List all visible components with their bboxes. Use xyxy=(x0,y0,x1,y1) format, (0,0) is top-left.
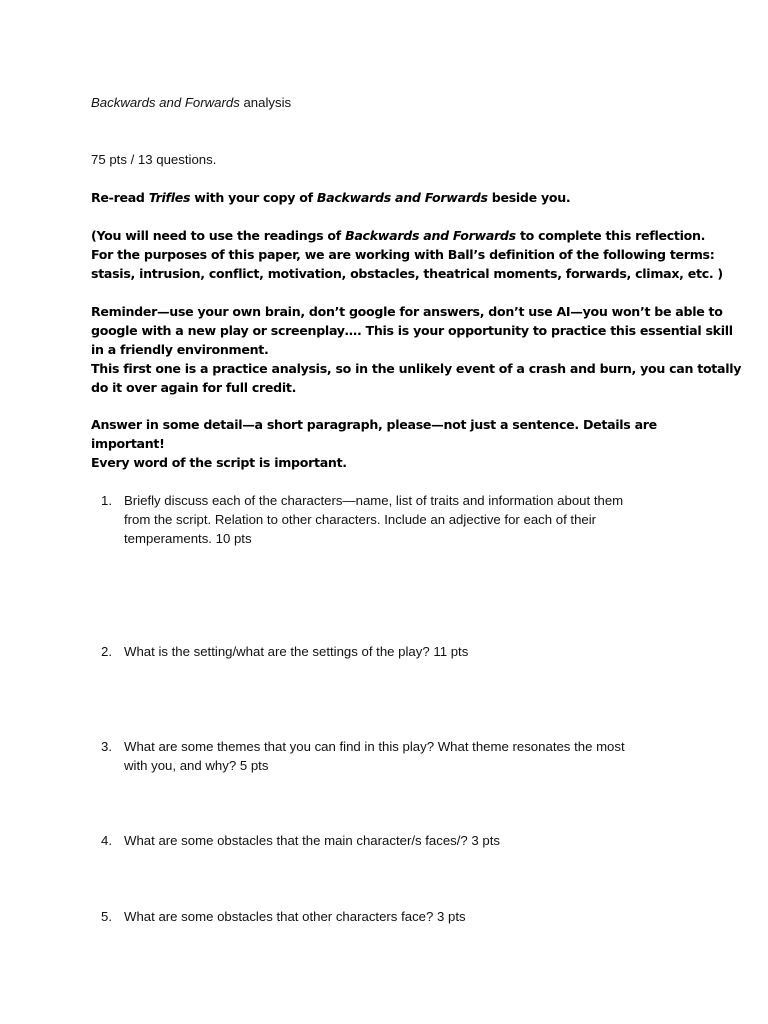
readings-text-a: (You will need to use the readings of xyxy=(91,228,346,243)
question-text xyxy=(124,738,625,776)
question-text xyxy=(124,908,466,927)
question-line: Briefly discuss each of the characters—name, list of traits and information about them xyxy=(124,493,624,508)
reread-text-a: Re-read xyxy=(91,190,149,205)
reminder-line-3: in a friendly environment. xyxy=(91,342,269,357)
question-line: with you, and why? 5 pts xyxy=(124,757,269,773)
reminder-line-1: Reminder—use your own brain, don’t google for answers, don’t use AI—you won’t be able to xyxy=(91,304,723,319)
title-rest: analysis xyxy=(239,95,292,110)
answer-line-1: Answer in some detail—a short paragraph, please—not just a sentence. Details are xyxy=(91,417,657,432)
points-summary: 75 pts / 13 questions. xyxy=(91,152,217,167)
question-number: 5. xyxy=(101,909,112,924)
readings-line-1 xyxy=(91,226,705,245)
reread-instruction xyxy=(91,188,570,207)
answer-line-2: important! xyxy=(91,436,165,451)
question-number: 3. xyxy=(101,739,112,754)
readings-text-c: to complete this reflection. xyxy=(515,228,706,243)
question-text xyxy=(124,832,500,851)
answer-line-3: Every word of the script is important. xyxy=(91,455,347,470)
readings-line-2: For the purposes of this paper, we are working with Ball’s definition of the following terms: xyxy=(91,247,715,262)
reminder-line-5: do it over again for full credit. xyxy=(91,380,297,395)
readings-line-3: stasis, intrusion, conflict, motivation, obstacles, theatrical moments, forwards, climax, etc. ) xyxy=(91,266,723,281)
question-line: What are some obstacles that the main character/s faces/? 3 pts xyxy=(124,833,501,848)
question-line: from the script. Relation to other characters. Include an adjective for each of their xyxy=(124,511,597,527)
question-line: What is the setting/what are the settings of the play? 11 pts xyxy=(124,644,469,659)
question-number: 1. xyxy=(101,493,112,508)
question-number: 2. xyxy=(101,644,112,659)
question-text xyxy=(124,492,623,548)
question-number: 4. xyxy=(101,833,112,848)
readings-book-title: Backwards and Forwards xyxy=(345,228,516,243)
question-line: What are some themes that you can find in this play? What theme resonates the most xyxy=(124,739,625,754)
reminder-line-4: This first one is a practice analysis, so in the unlikely event of a crash and burn, you can totally xyxy=(91,361,742,376)
reminder-line-2: google with a new play or screenplay…. This is your opportunity to practice this essential skill xyxy=(91,323,733,338)
reread-text-e: beside you. xyxy=(487,190,571,205)
question-line: temperaments. 10 pts xyxy=(124,530,252,546)
reread-book-title: Backwards and Forwards xyxy=(316,190,488,205)
question-text xyxy=(124,643,468,662)
question-line: What are some obstacles that other characters face? 3 pts xyxy=(124,909,466,924)
reread-text-c: with your copy of xyxy=(190,190,317,205)
title-play-name: Backwards and Forwards xyxy=(91,95,240,110)
document-title xyxy=(91,93,291,112)
reread-play-trifles: Trifles xyxy=(148,190,191,205)
